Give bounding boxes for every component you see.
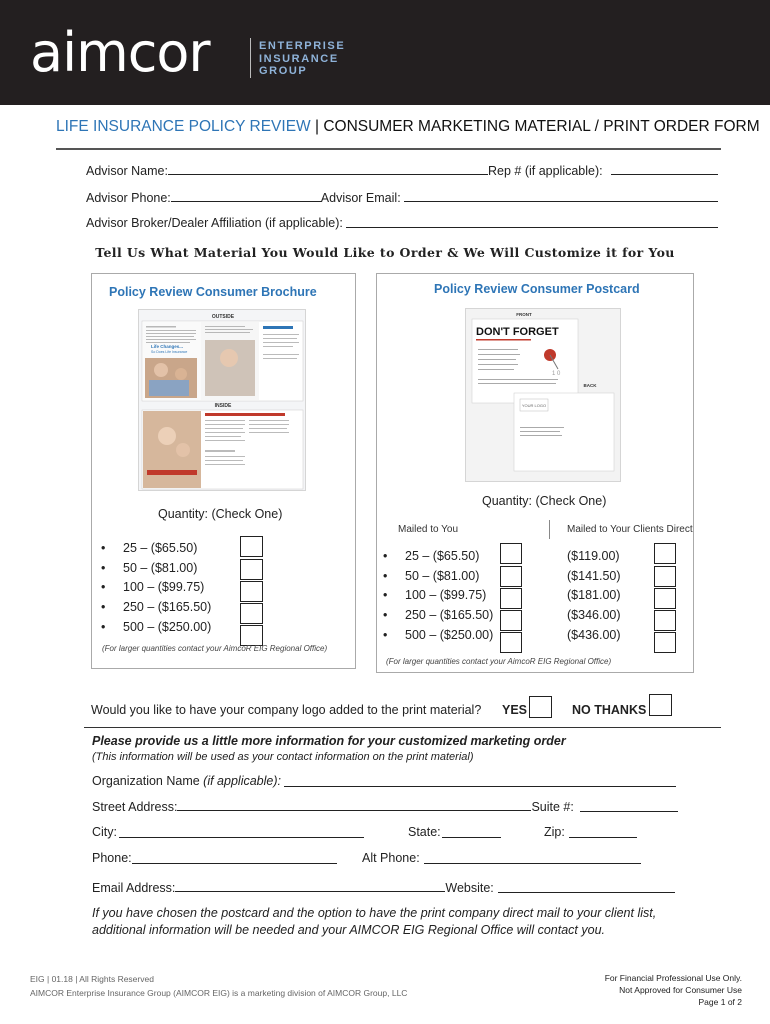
- advisor-name-label: Advisor Name:: [86, 164, 168, 178]
- broker-field[interactable]: [346, 216, 718, 228]
- postcard-options: [383, 549, 493, 647]
- postcard-direct-checkbox-50[interactable]: [654, 566, 676, 587]
- postcard-logo-placeholder: YOUR LOGO: [521, 403, 547, 408]
- postcard-option-25: • 25 – ($65.50): [383, 549, 493, 569]
- phone-field[interactable]: [132, 852, 337, 864]
- advisor-name-row: [86, 163, 603, 178]
- suite-field[interactable]: [580, 800, 678, 812]
- footer-left: [30, 972, 407, 1000]
- postcard-direct-price-500: ($436.00): [567, 627, 621, 642]
- website-label: Website:: [445, 881, 494, 895]
- brochure-option-500: • 500 – ($250.00): [101, 620, 211, 640]
- advisor-name-field[interactable]: [168, 163, 488, 175]
- brochure-outside-label: OUTSIDE: [211, 314, 235, 320]
- org-name-field[interactable]: [284, 775, 676, 787]
- postcard-direct-checkbox-100[interactable]: [654, 588, 676, 609]
- footer-rights: EIG | 01.18 | All Rights Reserved: [30, 974, 154, 984]
- street-field[interactable]: [177, 799, 531, 811]
- org-info-heading: Please provide us a little more information for your customized marketing order: [92, 734, 566, 748]
- email-field[interactable]: [175, 880, 445, 892]
- brochure-cover-sub: So Does Life Insurance: [151, 350, 188, 354]
- postcard-you-checkbox-100[interactable]: [500, 588, 522, 609]
- logo-sub-line-2: INSURANCE: [259, 52, 339, 65]
- advisor-phone-row: [86, 190, 401, 205]
- city-field[interactable]: [119, 826, 364, 838]
- postcard-front-label: FRONT: [516, 312, 532, 317]
- postcard-option-50: • 50 – ($81.00): [383, 569, 493, 589]
- logo-divider: [250, 38, 251, 78]
- footer-division: AIMCOR Enterprise Insurance Group (AIMCOR EIG) is a marketing division of AIMCOR Group, LLC: [30, 988, 408, 998]
- website-field[interactable]: [498, 881, 675, 893]
- advisor-email-label: Advisor Email:: [320, 191, 401, 205]
- advisor-phone-field[interactable]: [171, 190, 321, 202]
- brochure-inside-label: INSIDE: [214, 403, 232, 409]
- brochure-preview: [138, 309, 306, 491]
- postcard-you-checkbox-25[interactable]: [500, 543, 522, 564]
- order-heading: Tell Us What Material You Would Like to Order & We Will Customize it for You: [95, 245, 675, 260]
- postcard-direct-prices: [567, 549, 621, 647]
- brochure-options: [101, 541, 211, 639]
- brochure-checkbox-25[interactable]: [240, 536, 263, 557]
- brochure-note: (For larger quantities contact your AimcoR EIG Regional Office): [102, 644, 328, 653]
- postcard-option-500: • 500 – ($250.00): [383, 628, 493, 648]
- form-title-black: CONSUMER MARKETING MATERIAL / PRINT ORDER FORM: [323, 118, 760, 135]
- postcard-direct-checkbox-250[interactable]: [654, 610, 676, 631]
- org-name-label-ital: (if applicable):: [199, 774, 281, 788]
- postcard-option-100: • 100 – ($99.75): [383, 588, 493, 608]
- logo-subtitle: [259, 40, 345, 78]
- logo-sub-line-3: GROUP: [259, 65, 308, 77]
- postcard-direct-price-100: ($181.00): [567, 588, 621, 603]
- brochure-checkbox-250[interactable]: [240, 603, 263, 624]
- advisor-phone-label: Advisor Phone:: [86, 191, 171, 205]
- postcard-you-checkbox-500[interactable]: [500, 632, 522, 653]
- footer-professional-use: For Financial Professional Use Only.: [604, 973, 742, 983]
- state-label: State:: [408, 825, 441, 839]
- brochure-checkbox-50[interactable]: [240, 559, 263, 580]
- footer-not-approved: Not Approved for Consumer Use: [619, 985, 742, 995]
- alt-phone-label: Alt Phone:: [362, 851, 420, 865]
- postcard-title: Policy Review Consumer Postcard: [434, 282, 640, 296]
- postcard-you-checkbox-250[interactable]: [500, 610, 522, 631]
- rep-label: Rep # (if applicable):: [487, 164, 603, 178]
- alt-phone-field[interactable]: [424, 852, 641, 864]
- suite-label: Suite #:: [531, 800, 574, 814]
- footer-page-number: Page 1 of 2: [698, 997, 742, 1007]
- title-rule: [56, 148, 721, 150]
- broker-row: [86, 216, 343, 230]
- logo-no-checkbox[interactable]: [649, 694, 672, 716]
- org-name-row: [92, 774, 281, 788]
- postcard-option-250: • 250 – ($165.50): [383, 608, 493, 628]
- brochure-option-250: • 250 – ($165.50): [101, 600, 211, 620]
- logo-sub-line-1: ENTERPRISE: [259, 40, 346, 52]
- brochure-checkbox-500[interactable]: [240, 625, 263, 646]
- postcard-col-divider: [549, 520, 550, 539]
- city-label: City:: [92, 825, 117, 839]
- postcard-quantity-label: Quantity: (Check One): [482, 494, 607, 508]
- advisor-email-field[interactable]: [404, 190, 718, 202]
- brochure-option-100: • 100 – ($99.75): [101, 580, 211, 600]
- postcard-direct-checkbox-25[interactable]: [654, 543, 676, 564]
- postcard-direct-price-50: ($141.50): [567, 568, 621, 583]
- zip-field[interactable]: [569, 826, 637, 838]
- postcard-col-mailed-direct: Mailed to Your Clients Direct: [567, 524, 693, 535]
- footer-right: [605, 972, 742, 1008]
- phone-label: Phone:: [92, 851, 132, 865]
- brochure-checkbox-100[interactable]: [240, 581, 263, 602]
- logo-yes-label: YES: [502, 703, 528, 717]
- postcard-direct-mail-note: If you have chosen the postcard and the option to have the print company direct mail to your client list, additional information will be needed and your AIMCOR EIG Regional Office will contact you.: [92, 906, 657, 937]
- postcard-note: (For larger quantities contact your AimcoR EIG Regional Office): [386, 657, 612, 666]
- org-name-label: Organization Name: [92, 774, 200, 788]
- form-title-separator: |: [310, 118, 324, 135]
- brochure-quantity-label: Quantity: (Check One): [158, 507, 283, 521]
- brochure-art-icon: [139, 310, 307, 492]
- brochure-title: Policy Review Consumer Brochure: [109, 285, 317, 299]
- postcard-art-icon: [466, 309, 622, 483]
- logo-question: Would you like to have your company logo added to the print material?: [91, 703, 482, 717]
- rep-field[interactable]: [611, 163, 718, 175]
- brochure-option-25: • 25 – ($65.50): [101, 541, 211, 561]
- postcard-back-label: BACK: [583, 383, 597, 388]
- postcard-headline: DON'T FORGET: [476, 326, 559, 338]
- org-info-subheading: (This information will be used as your contact information on the print material): [92, 751, 474, 763]
- state-field[interactable]: [442, 826, 501, 838]
- postcard-col-mailed-to-you: Mailed to You: [398, 524, 459, 535]
- postcard-direct-price-25: ($119.00): [567, 549, 620, 563]
- postcard-preview: [465, 308, 621, 482]
- email-label: Email Address:: [92, 881, 176, 895]
- logo-no-label: NO THANKS: [572, 703, 647, 717]
- email-row: [92, 880, 494, 895]
- section-divider: [84, 727, 721, 728]
- header-band: [0, 0, 770, 105]
- postcard-direct-checkbox-500[interactable]: [654, 632, 676, 653]
- zip-label: Zip:: [544, 825, 565, 839]
- brochure-cover-title: Life Changes...: [151, 344, 184, 349]
- aimcor-logo: aimcor: [30, 21, 210, 84]
- city-row: [92, 825, 117, 839]
- street-row: [92, 799, 574, 814]
- svg-text:1 0: 1 0: [552, 371, 561, 377]
- broker-label: Advisor Broker/Dealer Affiliation (if applicable):: [86, 216, 343, 230]
- street-label: Street Address:: [92, 800, 178, 814]
- logo-yes-checkbox[interactable]: [529, 696, 552, 718]
- brochure-option-50: • 50 – ($81.00): [101, 561, 211, 581]
- form-title-blue: LIFE INSURANCE POLICY REVIEW: [56, 118, 311, 135]
- postcard-you-checkbox-50[interactable]: [500, 566, 522, 587]
- form-title: [56, 118, 760, 136]
- postcard-direct-price-250: ($346.00): [567, 608, 621, 623]
